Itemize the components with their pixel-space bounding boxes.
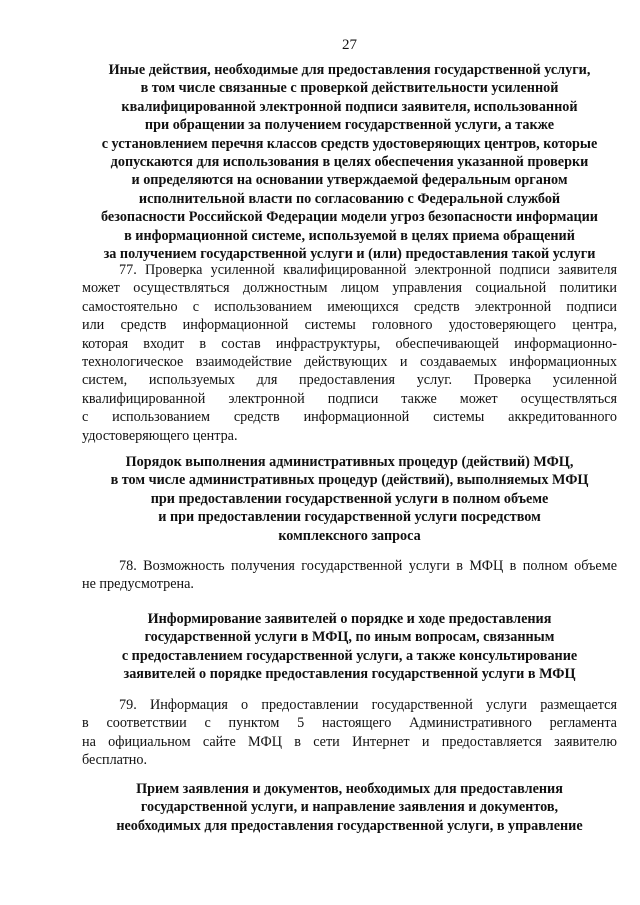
paragraph-line: технологическое взаимодействие действующих и создаваемых информационных bbox=[82, 354, 617, 371]
section-heading-application-reception bbox=[82, 780, 617, 835]
paragraph-78 bbox=[82, 557, 617, 594]
paragraph-line: удостоверяющего центра. bbox=[82, 427, 238, 444]
paragraph-line: в соответствии с пунктом 5 настоящего Административного регламента bbox=[82, 715, 617, 732]
paragraph-line: с использованием средств информационной системы аккредитованного bbox=[82, 409, 617, 426]
paragraph-line: 79. Информация о предоставлении государственной услуги размещается bbox=[119, 697, 617, 713]
heading-line: квалифицированной электронной подписи заявителя, использованной bbox=[121, 98, 578, 115]
paragraph-line: может осуществляться должностным лицом управления социальной политики bbox=[82, 280, 617, 297]
heading-line: исполнительной власти по согласованию с Федеральной службой bbox=[138, 190, 561, 207]
heading-line: с установлением перечня классов средств удостоверяющих центров, которые bbox=[101, 135, 598, 152]
paragraph-line: систем, используемых для предоставления услуг. Проверка усиленной bbox=[82, 372, 617, 389]
heading-line: безопасности Российской Федерации модели угроз безопасности информации bbox=[101, 209, 598, 226]
section-heading-other-actions bbox=[82, 61, 617, 263]
heading-line: Порядок выполнения административных процедур (действий) МФЦ, bbox=[125, 454, 574, 470]
heading-line: и при предоставлении государственной услуги посредством bbox=[158, 509, 541, 526]
paragraph-line: квалифицированной электронной подписи также может осуществляться bbox=[82, 390, 617, 407]
heading-line: необходимых для предоставления государственной услуги, в управление bbox=[116, 817, 583, 834]
paragraph-line: или средств информационной системы головного удостоверяющего центра, bbox=[82, 317, 617, 334]
paragraph-77 bbox=[82, 261, 617, 445]
paragraph-line: 77. Проверка усиленной квалифицированной электронной подписи заявителя bbox=[119, 262, 617, 278]
heading-line: Прием заявления и документов, необходимых для предоставления bbox=[136, 781, 563, 797]
heading-line: допускаются для использования в целях обеспечения указанной проверки bbox=[110, 154, 589, 171]
heading-line: государственной услуги в МФЦ, по иным вопросам, связанным bbox=[144, 629, 555, 646]
paragraph-line: которая входит в состав инфраструктуры, обеспечивающей информационно- bbox=[82, 335, 617, 352]
section-heading-informing-applicants bbox=[82, 610, 617, 684]
heading-line: за получением государственной услуги и (или) предоставления такой услуги bbox=[103, 246, 596, 263]
heading-line: заявителей о порядке предоставления государственной услуги в МФЦ bbox=[123, 666, 576, 683]
paragraph-line: на официальном сайте МФЦ в сети Интернет и предоставляется заявителю bbox=[82, 733, 617, 750]
heading-line: Информирование заявителей о порядке и ходе предоставления bbox=[147, 611, 552, 627]
heading-line: комплексного запроса bbox=[278, 527, 421, 544]
paragraph-line: бесплатно. bbox=[82, 752, 148, 769]
heading-line: Иные действия, необходимые для предоставления государственной услуги, bbox=[108, 62, 591, 78]
heading-line: при предоставлении государственной услуги в полном объеме bbox=[150, 490, 549, 507]
heading-line: с предоставлением государственной услуги, а также консультирование bbox=[121, 647, 578, 664]
paragraph-line: 78. Возможность получения государственной услуги в МФЦ в полном объеме bbox=[119, 558, 617, 574]
paragraph-line: не предусмотрена. bbox=[82, 576, 194, 593]
heading-line: при обращении за получением государственной услуги, а также bbox=[144, 117, 555, 134]
paragraph-line: самостоятельно с использованием имеющихся средств электронной подписи bbox=[82, 298, 617, 315]
heading-line: в информационной системе, используемой в целях приема обращений bbox=[124, 227, 575, 244]
heading-line: государственной услуги, и направление заявления и документов, bbox=[140, 799, 559, 816]
heading-line: и определяются на основании утверждаемой федеральным органом bbox=[131, 172, 568, 189]
section-heading-mfc-procedures bbox=[82, 453, 617, 545]
heading-line: в том числе административных процедур (действий), выполняемых МФЦ bbox=[110, 472, 589, 489]
heading-line: в том числе связанные с проверкой действительности усиленной bbox=[140, 80, 559, 97]
paragraph-79 bbox=[82, 696, 617, 770]
page-number: 27 bbox=[342, 37, 357, 53]
